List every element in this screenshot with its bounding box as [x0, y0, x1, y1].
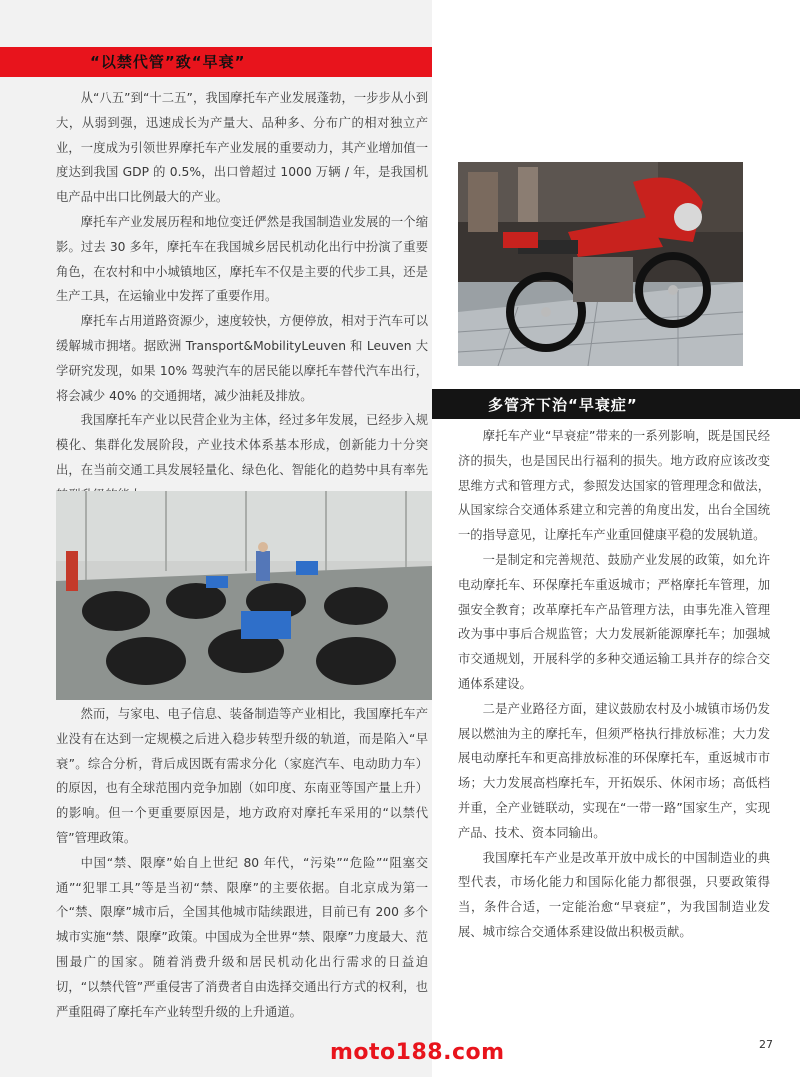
- factory-floor-photo: [56, 491, 432, 700]
- paragraph: 我国摩托车产业以民营企业为主体，经过多年发展，已经步入规模化、集群化发展阶段，产业技术体系基本形成，创新能力十分突出，在当前交通工具发展轻量化、绿色化、智能化的趋势中具有率先: [56, 413, 428, 477]
- paragraph: 我国摩托车产业是改革开放中成长的中国制造业的典型代表，市场化能力和国际化能力都很强，只要政策得当，条件合适，一定能治愈“早衰症”，为我国制造业发展、城市综合交通体系建设做出积极贡献。: [458, 850, 770, 939]
- paragraph: 一是制定和完善规范、鼓励产业发展的政策，如允许电动摩托车、环保摩托车重返城市；严格摩托车管理，加强安全教育；改革摩托车产品管理方法，由事先准入管理改为事中事后合规监管；大力发展新能源摩托车；加强城市交通规划，开展科学的多种交通运输工具并存的综合交通体系建设。: [458, 552, 770, 691]
- left-body-text-top: [56, 86, 428, 508]
- paragraph: 二是产业路径方面，建议鼓励农村及小城镇市场仍发展以燃油为主的摩托车，但须严格执行排放标准；大力发展电动摩托车和更高排放标准的环保摩托车，重返城市市场；大力发展高档摩托车，开拓娱乐、休闲市场；高低档并重，全产业链联动，实现在“一带一路”国家生产，实现产品、技术、资本同输出。: [458, 701, 770, 840]
- page-number: 27: [759, 1038, 773, 1051]
- paragraph: 摩托车产业发展历程和地位变迁俨然是我国制造业发展的一个缩影。过去 30 多年，摩托车在我国城乡居民机动化出行中扮演了重要角色，在农村和中小城镇地区，摩托车不仅是主要的代步工具，还是生产工具，在运输业中发挥了重要作用。: [56, 214, 428, 304]
- left-body-text-bottom: [56, 702, 428, 1024]
- paragraph: 摩托车产业“早衰症”带来的一系列影响，既是国民经济的损失，也是国民出行福利的损失。地方政府应该改变思维方式和管理方式，参照发达国家的管理理念和做法，从国家综合交通体系建立和完善的角度出发，出台全国统一的指导意见，让摩托车产业重回健康平稳的发展轨道。: [458, 429, 770, 543]
- paragraph: 摩托车占用道路资源少，速度较快，方便停放，相对于汽车可以缓解城市拥堵。据欧洲 Transport&MobilityLeuven 和 Leuven 大学研究发现，如果 10% 驾驶汽车的居民能以摩托车替代汽车出行，将会减少 40% 的交通拥堵，减少油耗及排放。: [56, 314, 428, 403]
- paragraph: 从“八五”到“十二五”，我国摩托车产业发展蓬勃，一步步从小到大，从弱到强，迅速成长为产量大、品种多、分布广的相对独立产业，一度成为引领世界摩托车产业发展的重要动力，其产业增加值一度达到我国 GDP 的 0.5%，出口曾超过 1000 万辆 / 年，是我国机电产品中出口比例最大的产业。: [56, 91, 428, 205]
- paragraph: 然而，与家电、电子信息、装备制造等产业相比，我国摩托车产业没有在达到一定规模之后进入稳步转型升级的轨道，而是陷入“早衰”。综合分析，背后成因既有需求分化（家庭汽车、电动助力车）的原因，也有全球范围内竞争加剧（如印度、东南亚等国产量上升）的影响。但一个更重要原因是，地方政府对摩托车采用的“以禁代管”管理政策。: [56, 707, 428, 845]
- site-watermark: moto188.com: [330, 1040, 505, 1065]
- section-title-left: “以禁代管”致“早衰”: [90, 53, 246, 71]
- paragraph: 中国“禁、限摩”始自上世纪 80 年代，“污染”“危险”“阻塞交通”“犯罪工具”等是当初“禁、限摩”的主要依据。自北京成为第一个“禁、限摩”城市后，全国其他城市陆续跟进，目前已有 200 多个城市实施“禁、限摩”政策。中国成为全世界“禁、限摩”力度最大、范围最广的国家。随着消费升级和居民机动化出行需求的日益迫切，“以禁代管”严重侵害了消费者自由选择交通出行方式的权利，也严重阻碍了摩托车产业转型升级的上升通道。: [56, 855, 428, 1019]
- motorcycle-show-photo: [458, 162, 743, 366]
- right-body-text: [458, 424, 770, 945]
- section-title-right: 多管齐下治“早衰症”: [488, 396, 638, 414]
